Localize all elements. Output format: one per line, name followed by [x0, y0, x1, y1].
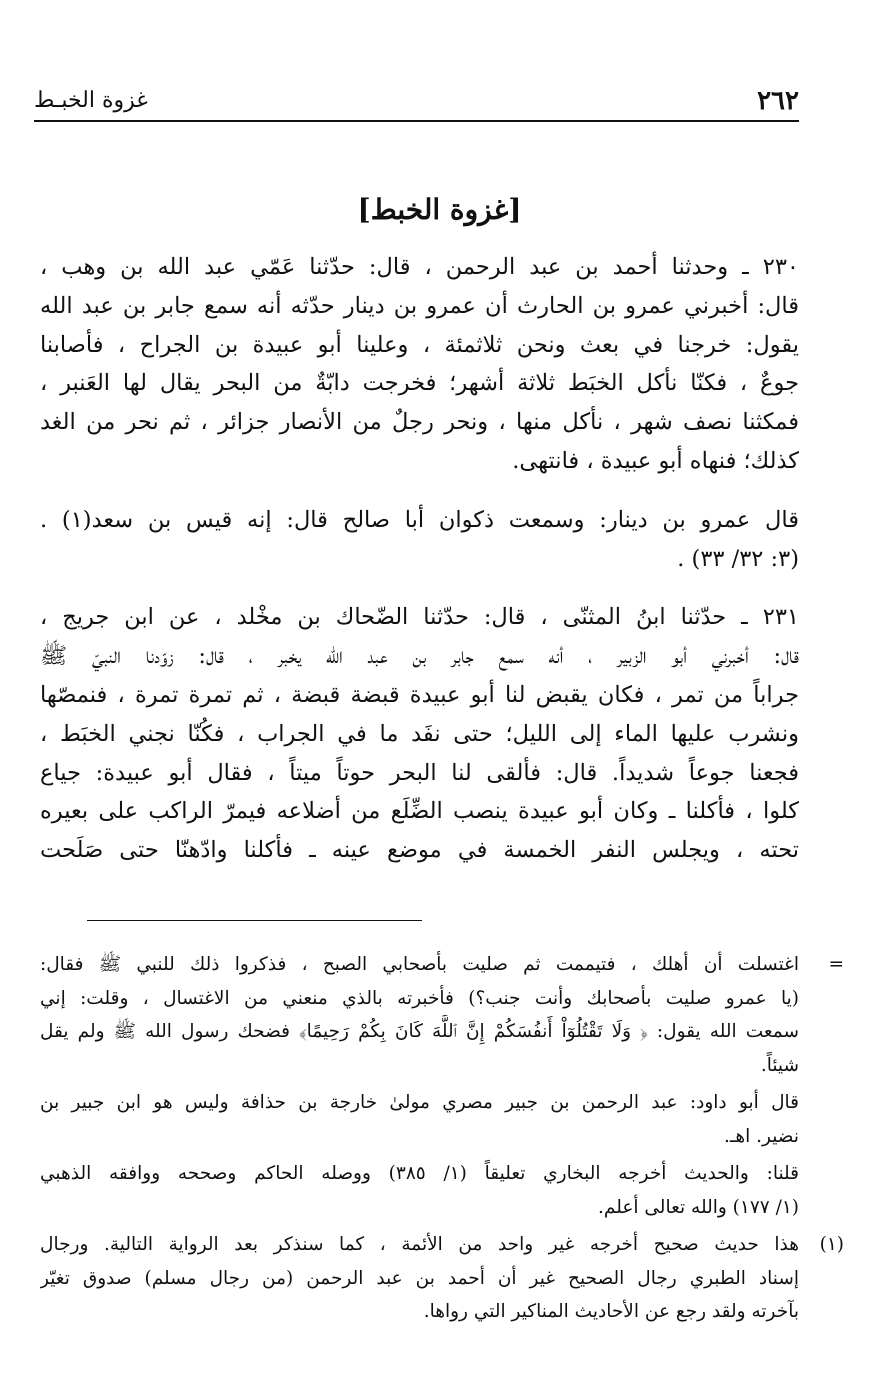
- text-line: جراباً من تمر ، فكان يقبض لنا أبو عبيدة قبضة قبضة ، ثم تمرة تمرة ، فنمصّها: [40, 681, 799, 708]
- footnote-line: بآخرته ولقد رجع عن الأحاديث المناكير التي رواها.: [423, 1301, 799, 1322]
- hadith-231: [40, 598, 799, 870]
- footnote-line: اغتسلت أن أهلك ، فتيممت ثم صليت بأصحابي الصبح ، فذكروا ذلك للنبي ﷺ فقال:: [40, 954, 799, 975]
- footnote-line: شيئاً.: [760, 1054, 799, 1076]
- footnote-continuation: [40, 948, 844, 1082]
- page-number: ٢٦٢: [757, 86, 799, 116]
- text-line: كلوا ، فأكلنا ـ وكان أبو عبيدة ينصب الضِّلَع من أضلاعه فيمرّ الراكب على بعيره: [40, 798, 799, 825]
- footnote-line: (١/ ١٧٧) والله تعالى أعلم.: [598, 1196, 799, 1218]
- footnote-1-marker: (١): [819, 1234, 844, 1255]
- footnote-line: سمعت الله يقول: ﴿ وَلَا تَقْتُلُوٓاْ أَنفُسَكُمْ إِنَّ ٱللَّهَ كَانَ بِكُمْ رَحِيمًا﴾ فضحك رسول الله ﷺ ولم يقل: [40, 1021, 799, 1042]
- footnote-line: هذا حديث صحيح أخرجه غير واحد من الأئمة ، كما سنذكر بعد الرواية التالية. ورجال: [40, 1234, 799, 1255]
- text-line: ٢٣٠ ـ وحدثنا أحمد بن عبد الرحمن ، قال: حدّثنا عَمّي عبد الله بن وهب ،: [40, 254, 799, 280]
- main-text: [40, 248, 799, 870]
- footnote-line: إسناد الطبري رجال الصحيح غير أن أحمد بن عبد الرحمن (من رجال مسلم) صدوق تغيّر: [40, 1267, 799, 1289]
- footnote-continuation-marker: =: [828, 954, 844, 975]
- text-line: قال: أخبرني عمرو بن الحارث أن عمرو بن دينار حدّثه أنه سمع جابر بن عبد الله: [40, 292, 799, 319]
- text-line: فجعنا جوعاً شديداً. قال: فألقى لنا البحر حوتاً ميتاً ، فقال أبو عبيدة: جياع: [40, 759, 799, 786]
- footnote-line: قال أبو داود: عبد الرحمن بن جبير مصري مولىٰ خارجة بن حذافة وليس هو ابن جبير بن: [40, 1092, 799, 1113]
- text-line: فمكثنا نصف شهر ، نأكل منها ، ونحر رجلٌ من الأنصار جزائر ، ثم نحر من الغد: [40, 409, 799, 436]
- chapter-title: [غزوة الخبط]: [357, 193, 522, 226]
- running-title: غزوة الخبـط: [34, 88, 148, 113]
- footnote-line: (يا عمرو صليت بأصحابك وأنت جنب؟) فأخبرته بالذي منعني من الاغتسال ، وقلت: إني: [40, 987, 799, 1009]
- hadith-230-addendum: [40, 501, 799, 579]
- footnote-abu-dawud: [40, 1086, 799, 1153]
- text-line: قال عمرو بن دينار: وسمعت ذكوان أبا صالح قال: إنه قيس بن سعد(١) .: [40, 506, 799, 533]
- text-line: تحته ، ويجلس النفر الخمسة في موضع عينه ـ فأكلنا وادّهنّا حتى صَلَحت: [40, 837, 799, 864]
- text-line: ونشرب عليها الماء إلى الليل؛ حتى نفَد ما في الجراب ، فكُنّا نجني الخبَط ،: [40, 720, 799, 747]
- hadith-230: [40, 248, 799, 481]
- text-line: كذلك؛ فنهاه أبو عبيدة ، فانتهى.: [512, 447, 799, 474]
- page-header: [34, 80, 799, 122]
- text-line: ٢٣١ ـ حدّثنا ابنُ المثنّى ، قال: حدّثنا الضّحاك بن مخْلد ، عن ابن جريج ،: [40, 604, 799, 631]
- text-line: قال: أخبرني أبو الزبير ، أنه سمع جابر بن عبد الله يخبر ، قال: زوّدنا النبيّ ﷺ: [40, 643, 799, 670]
- footnote-separator: [87, 920, 422, 921]
- footnote-line: قلنا: والحديث أخرجه البخاري تعليقاً (١/ ٣٨٥) ووصله الحاكم وصححه ووافقه الذهبي: [40, 1163, 799, 1184]
- footnote-1: [40, 1228, 844, 1329]
- text-line: جوعٌ ، فكنّا نأكل الخبَط ثلاثة أشهر؛ فخرجت دابّةٌ من البحر يقال لها العَنبر ،: [40, 370, 799, 397]
- footnote-line: نضير. اهـ.: [724, 1125, 799, 1147]
- text-line: (٣: ٣٢/ ٣٣) .: [677, 545, 799, 572]
- footnotes: [40, 948, 844, 1329]
- footnote-qulna: [40, 1157, 799, 1224]
- text-line: يقول: خرجنا في بعث ونحن ثلاثمئة ، وعلينا أبو عبيدة بن الجراح ، فأصابنا: [40, 331, 799, 358]
